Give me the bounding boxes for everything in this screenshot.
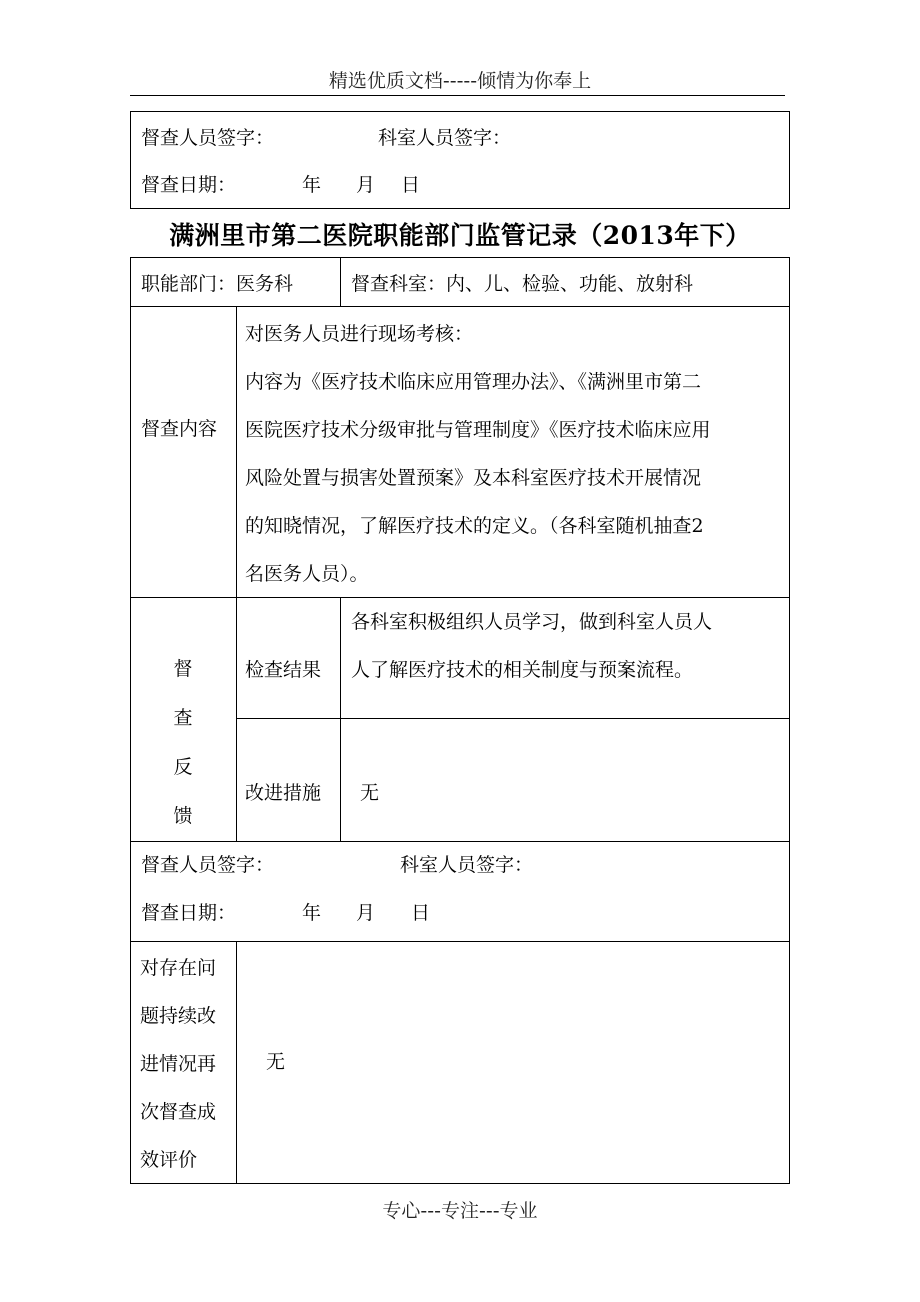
row-divider-4 <box>130 841 790 842</box>
inspected-depts: 督查科室：内、儿、检验、功能、放射科 <box>351 273 694 295</box>
col-divider-header <box>340 257 341 306</box>
row-divider-3 <box>236 718 790 719</box>
followup-label-line: 对存在问 <box>140 957 217 979</box>
content-line: 对医务人员进行现场考核： <box>245 323 474 345</box>
feedback-label-char: 查 <box>173 707 193 729</box>
followup-label <box>140 944 234 1184</box>
date-label: 督查日期： <box>141 902 237 924</box>
followup-label-line: 次督查成 <box>140 1101 217 1123</box>
feedback-label-char: 馈 <box>173 805 193 827</box>
col-divider-followup <box>236 941 237 1184</box>
result-text <box>351 598 783 694</box>
header-rule <box>130 95 785 96</box>
top-date-month: 月 <box>356 174 376 196</box>
followup-label-line: 题持续改 <box>140 1005 217 1027</box>
date-day: 日 <box>411 902 431 924</box>
top-date-day: 日 <box>401 174 421 196</box>
row-divider-5 <box>130 941 790 942</box>
top-dept-staff-sign-label: 科室人员签字： <box>378 127 512 149</box>
top-date-label: 督查日期： <box>141 174 237 196</box>
functional-dept: 职能部门：医务科 <box>141 273 294 295</box>
page-footer: 专心---专注---专业 <box>382 1200 538 1222</box>
followup-label-line: 效评价 <box>140 1149 198 1171</box>
inspector-sign-label: 督查人员签字： <box>141 854 275 876</box>
result-line: 各科室积极组织人员学习，做到科室人员人 <box>351 611 713 633</box>
followup-value: 无 <box>266 1051 286 1073</box>
followup-label-line: 进情况再 <box>140 1053 217 1075</box>
content-line: 内容为《医疗技术临床应用管理办法》、《满洲里市第二 <box>245 371 702 393</box>
result-line: 人了解医疗技术的相关制度与预案流程。 <box>351 659 694 681</box>
improve-value: 无 <box>360 782 380 804</box>
date-month: 月 <box>356 902 376 924</box>
content-line: 风险处置与损害处置预案》及本科室医疗技术开展情况 <box>245 467 702 489</box>
feedback-label-char: 督 <box>173 658 193 680</box>
content-line: 名医务人员）。 <box>245 563 369 585</box>
content-line: 的知晓情况，了解医疗技术的定义。（各科室随机抽查2 <box>245 515 704 537</box>
date-year: 年 <box>302 902 322 924</box>
content-label: 督查内容 <box>141 418 218 440</box>
top-inspector-sign-label: 督查人员签字： <box>141 127 275 149</box>
dept-staff-sign-label: 科室人员签字： <box>400 854 534 876</box>
top-date-year: 年 <box>302 174 322 196</box>
feedback-label <box>130 645 236 841</box>
page-header: 精选优质文档-----倾情为你奉上 <box>328 70 592 92</box>
content-line: 医院医疗技术分级审批与管理制度》《医疗技术临床应用 <box>245 419 711 441</box>
content-text <box>245 310 785 598</box>
record-title: 满洲里市第二医院职能部门监管记录（2013年下） <box>169 221 751 250</box>
row-divider-1 <box>130 306 790 307</box>
result-label: 检查结果 <box>245 659 322 681</box>
col-divider-label <box>236 306 237 841</box>
improve-label: 改进措施 <box>245 782 322 804</box>
feedback-label-char: 反 <box>173 756 193 778</box>
col-divider-feedback <box>340 597 341 841</box>
